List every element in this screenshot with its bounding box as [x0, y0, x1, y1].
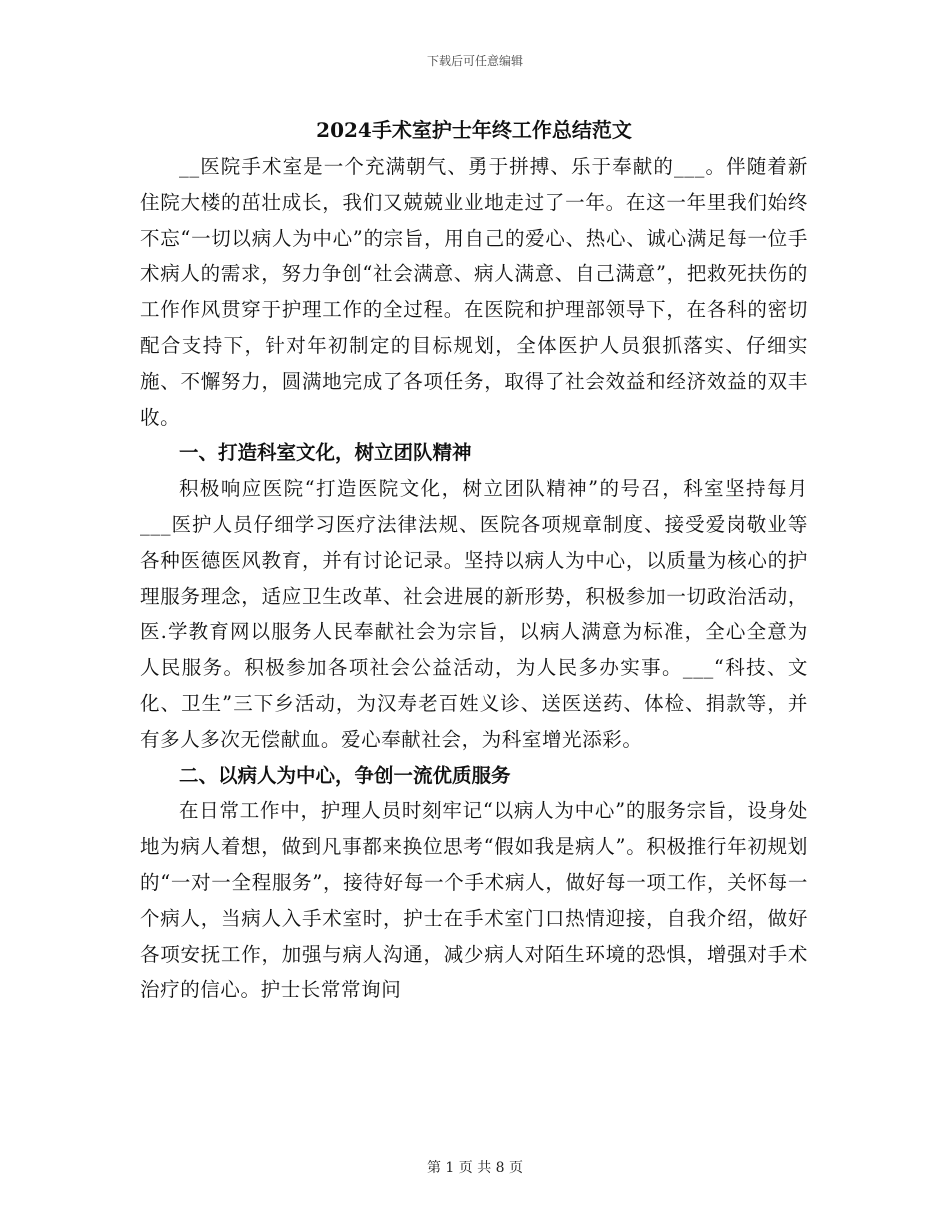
section-1-heading: 一、打造科室文化，树立团队精神 — [179, 441, 472, 465]
page-header-note: 下载后可任意编辑 — [426, 54, 523, 68]
section-2-paragraph: 在日常工作中，护理人员时刻牢记“以病人为中心”的服务宗旨，设身处地为病人着想，做到凡事都来换位思考“假如我是病人”。积极推行年初规划的“一对一全程服务”，接待好每一个手术病人，做好每一项工作，关怀每一个病人，当病人入手术室时，护士在手术室门口热情迎接，自我介绍，做好各项安抚工作，加强与病人沟通，减少病人对陌生环境的恐惧，增强对手术治疗的信心。护士长常常询问 — [140, 799, 808, 1002]
document-body — [140, 115, 808, 1008]
document-title: 2024手术室护士年终工作总结范文 — [316, 118, 632, 142]
section-1-paragraph: 积极响应医院“打造医院文化，树立团队精神”的号召，科室坚持每月___医护人员仔细学习医疗法律法规、医院各项规章制度、接受爱岗敬业等各种医德医风教育，并有讨论记录。坚持以病人为中心，以质量为核心的护理服务理念，适应卫生改革、社会进展的新形势，积极参加一切政治活动，医.学教育网以服务人民奉献社会为宗旨，以病人满意为标准，全心全意为人民服务。积极参加各项社会公益活动，为人民多办实事。___“科技、文化、卫生”三下乡活动，为汉寿老百姓义诊、送医送药、体检、捐款等，并有多人多次无偿献血。爱心奉献社会，为科室增光添彩。 — [140, 477, 808, 751]
page-number: 第 1 页 共 8 页 — [426, 1160, 524, 1176]
intro-paragraph: __医院手术室是一个充满朝气、勇于拼搏、乐于奉献的___。伴随着新住院大楼的茁壮成长，我们又兢兢业业地走过了一年。在这一年里我们始终不忘“一切以病人为中心”的宗旨，用自己的爱心、热心、诚心满足每一位手术病人的需求，努力争创“社会满意、病人满意、自己满意”，把救死扶伤的工作作风贯穿于护理工作的全过程。在医院和护理部领导下，在各科的密切配合支持下，针对年初制定的目标规划，全体医护人员狠抓落实、仔细实施、不懈努力，圆满地完成了各项任务，取得了社会效益和经济效益的双丰收。 — [140, 155, 808, 429]
section-2-heading: 二、以病人为中心，争创一流优质服务 — [179, 763, 511, 787]
